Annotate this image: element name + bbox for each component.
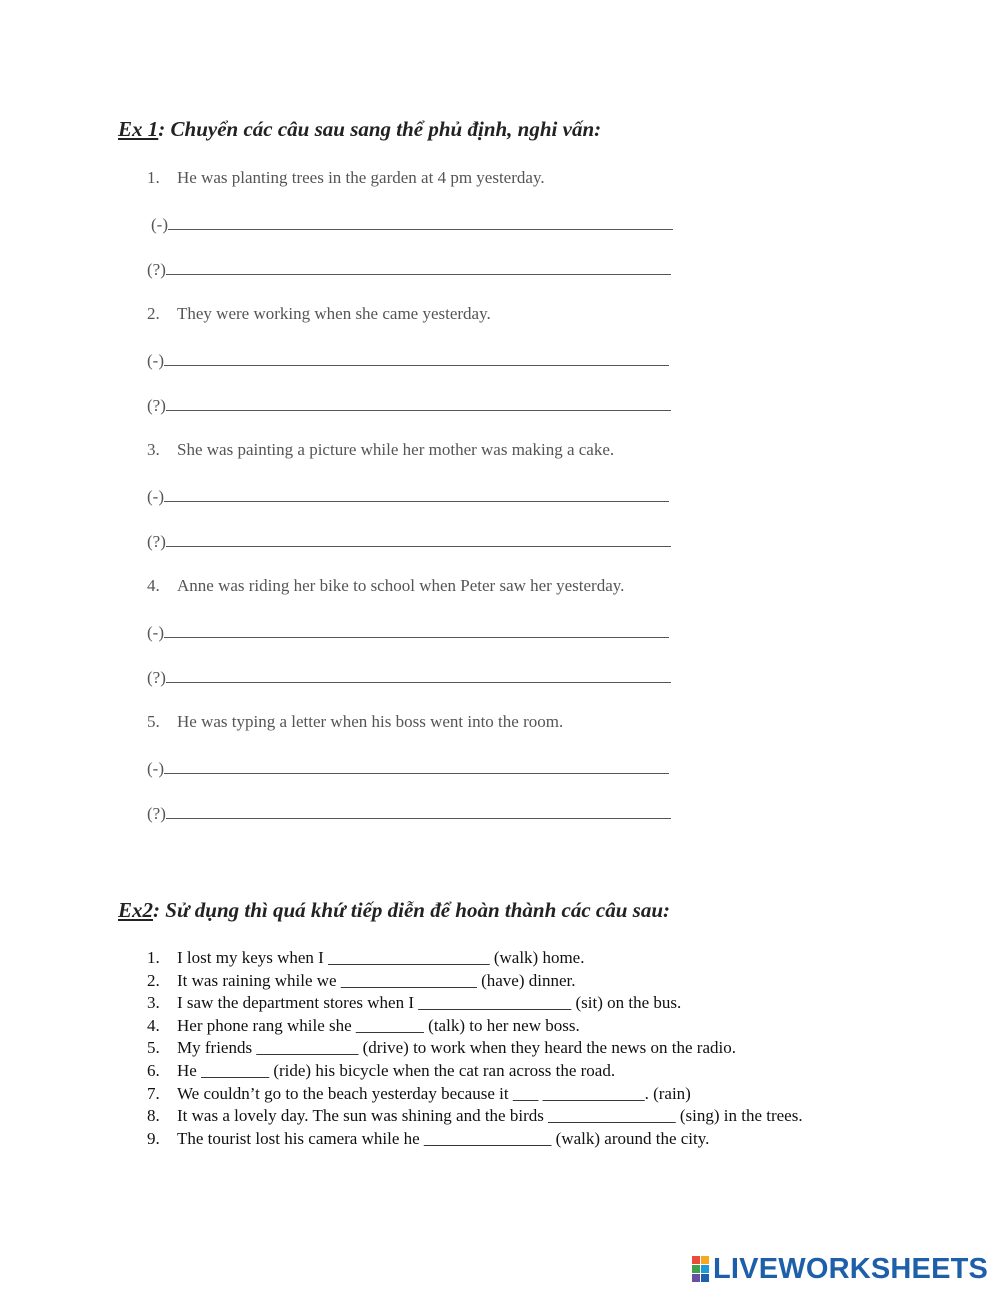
negative-label: (-): [147, 487, 164, 506]
answer-blank[interactable]: [168, 214, 673, 230]
negative-label: (-): [147, 759, 164, 778]
negative-label: (-): [147, 623, 164, 642]
negative-answer-line: [147, 486, 669, 507]
logo-block: [701, 1274, 709, 1282]
question-text: Anne was riding her bike to school when Peter saw her yesterday.: [177, 576, 625, 595]
item-number: 7.: [147, 1083, 160, 1103]
question-number: 4.: [147, 576, 160, 595]
item-text: I saw the department stores when I __________________ (sit) on the bus.: [177, 993, 682, 1013]
item-number: 2.: [147, 970, 160, 990]
answer-blank[interactable]: [166, 531, 671, 547]
negative-label: (-): [151, 215, 168, 234]
ex1-label: Ex 1: [118, 117, 159, 141]
item-text: My friends ____________ (drive) to work when they heard the news on the radio.: [177, 1038, 736, 1058]
ex1-question: [147, 712, 563, 732]
logo-block: [701, 1256, 709, 1264]
item-text: It was raining while we ________________ (have) dinner.: [177, 970, 576, 990]
ex2-item: [147, 1128, 887, 1151]
answer-blank[interactable]: [164, 350, 669, 366]
ex1-question: [147, 168, 545, 188]
item-text: I lost my keys when I ___________________ (walk) home.: [177, 948, 585, 967]
logo-icon: [692, 1256, 709, 1282]
item-number: 8.: [147, 1106, 160, 1126]
item-text: We couldn’t go to the beach yesterday because it ___ ____________. (rain): [177, 1083, 691, 1103]
answer-blank[interactable]: [164, 758, 669, 774]
item-text: Her phone rang while she ________ (talk) to her new boss.: [177, 1015, 580, 1035]
logo-text: LIVEWORKSHEETS: [713, 1252, 989, 1285]
ex1-question: [147, 576, 624, 596]
question-label: (?): [147, 804, 166, 823]
ex2-label: Ex2: [118, 898, 154, 922]
ex2-title-text: : Sử dụng thì quá khứ tiếp diễn để hoàn thành các câu sau:: [153, 898, 671, 922]
ex2-title: [118, 898, 670, 923]
negative-answer-line: [151, 214, 673, 235]
question-number: 5.: [147, 712, 160, 731]
item-number: 4.: [147, 1015, 160, 1035]
ex1-title: [118, 117, 601, 142]
question-label: (?): [147, 532, 166, 551]
ex1-title-text: : Chuyển các câu sau sang thể phủ định, nghi vấn:: [158, 117, 602, 141]
negative-label: (-): [147, 351, 164, 370]
question-number: 1.: [147, 168, 160, 187]
question-answer-line: [147, 395, 671, 416]
negative-answer-line: [147, 350, 669, 371]
question-answer-line: [147, 259, 671, 280]
item-number: 3.: [147, 993, 160, 1013]
ex2-item: [147, 947, 887, 970]
ex2-item: [147, 1037, 887, 1060]
ex2-item: [147, 1015, 887, 1038]
item-number: 9.: [147, 1128, 160, 1148]
question-text: They were working when she came yesterday.: [177, 304, 491, 323]
question-number: 2.: [147, 304, 160, 323]
question-answer-line: [147, 667, 671, 688]
item-text: The tourist lost his camera while he _______________ (walk) around the city.: [177, 1128, 710, 1148]
question-label: (?): [147, 668, 166, 687]
ex2-item: [147, 1105, 887, 1128]
question-label: (?): [147, 260, 166, 279]
answer-blank[interactable]: [166, 803, 671, 819]
question-text: She was painting a picture while her mother was making a cake.: [177, 440, 615, 459]
logo-block: [692, 1274, 700, 1282]
answer-blank[interactable]: [166, 259, 671, 275]
answer-blank[interactable]: [166, 667, 671, 683]
item-text: He ________ (ride) his bicycle when the cat ran across the road.: [177, 1060, 616, 1080]
ex1-question: [147, 304, 491, 324]
question-text: He was planting trees in the garden at 4 pm yesterday.: [177, 168, 545, 187]
answer-blank[interactable]: [164, 622, 669, 638]
question-number: 3.: [147, 440, 160, 459]
ex2-item: [147, 970, 887, 993]
negative-answer-line: [147, 758, 669, 779]
logo-block: [692, 1265, 700, 1273]
question-text: He was typing a letter when his boss went into the room.: [177, 712, 564, 731]
ex2-item: [147, 1083, 887, 1106]
answer-blank[interactable]: [164, 486, 669, 502]
negative-answer-line: [147, 622, 669, 643]
logo-block: [692, 1256, 700, 1264]
item-number: 5.: [147, 1038, 160, 1058]
question-answer-line: [147, 803, 671, 824]
item-number: 6.: [147, 1060, 160, 1080]
item-number: 1.: [147, 948, 160, 967]
answer-blank[interactable]: [166, 395, 671, 411]
ex2-item: [147, 992, 887, 1015]
item-text: It was a lovely day. The sun was shining and the birds _______________ (sing) in the trees.: [177, 1106, 803, 1126]
ex2-list: [147, 947, 887, 1150]
ex2-item: [147, 1060, 887, 1083]
question-answer-line: [147, 531, 671, 552]
question-label: (?): [147, 396, 166, 415]
liveworksheets-logo: [692, 1252, 988, 1286]
ex1-question: [147, 440, 614, 460]
logo-block: [701, 1265, 709, 1273]
